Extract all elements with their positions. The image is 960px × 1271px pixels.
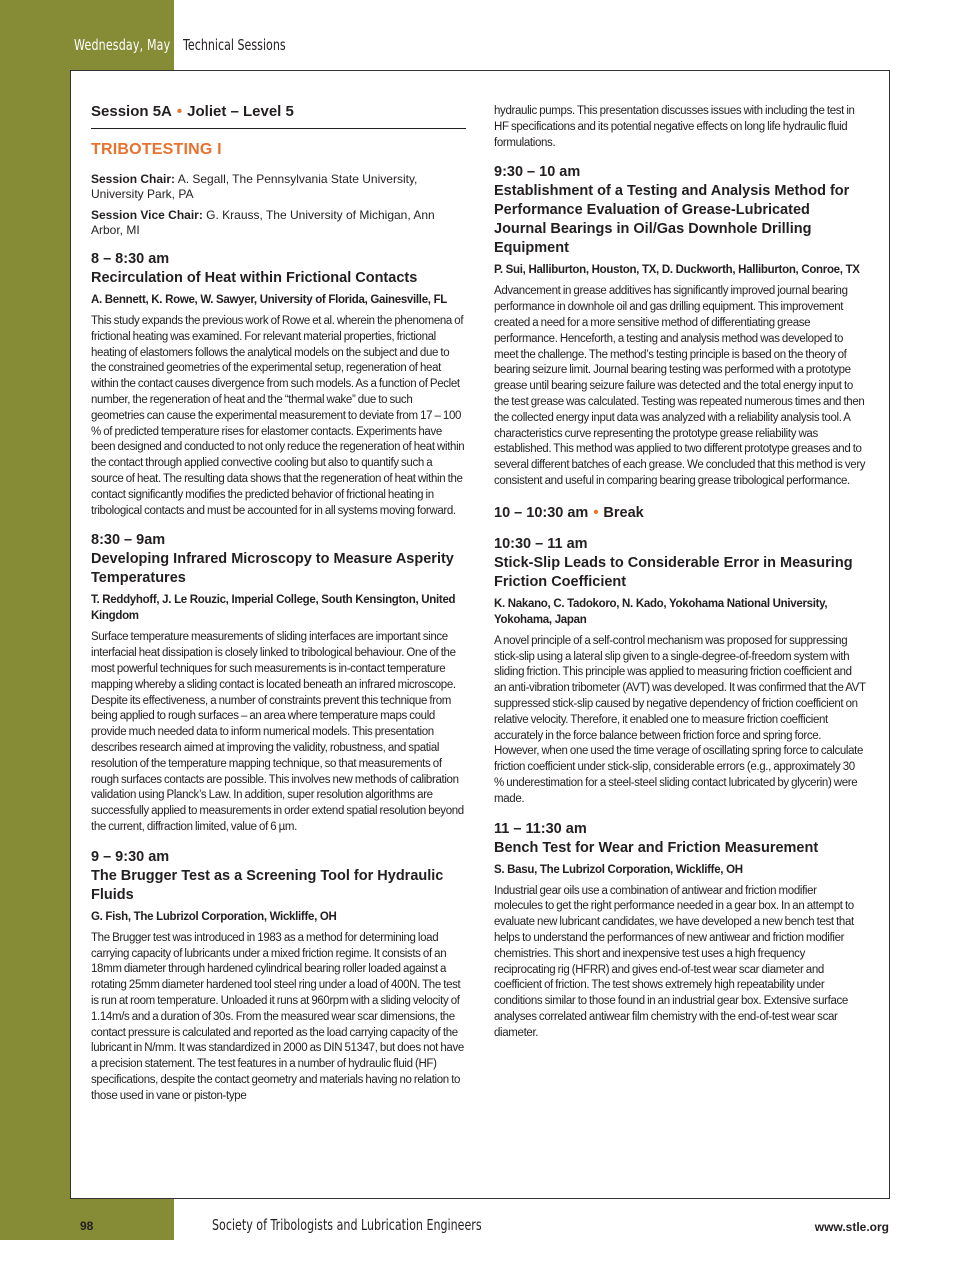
talk-abstract: The Brugger test was introduced in 1983 as a method for determining load carrying capacity of lubricants under a mixed friction regime. It consists of an 18mm diameter through hardened cylindrical bearing roller loaded against a rotating 25mm diameter hardened tool steel ring under a load of 400N. The test is run at room temperature. Unloaded it runs at 960rpm with a sliding velocity of 1.14m/s and a duration of 30s. From the measured wear scar dimensions, the contact pressure is calculated and reported as the load carrying capacity of the lubricant in N/mm. It was standardized in 2000 as DIN 51347, but does not have a precision statement. The test features in a number of hydraulic fluid (HF) specifications, despite the contact geometry and materials having no relation to those used in vane or piston-type: [91, 931, 464, 1102]
talk-title: Bench Test for Wear and Friction Measurement: [494, 839, 819, 856]
talk-time: 8:30 – 9am: [91, 532, 166, 549]
break-row: [494, 504, 866, 523]
talk-authors: T. Reddyhoff, J. Le Rouzic, Imperial College, South Kensington, United Kingdom: [91, 594, 456, 623]
talk-5: [494, 535, 866, 808]
header-day: Wednesday, May 8: [74, 36, 182, 54]
talk-6: [494, 820, 866, 1042]
talk-abstract: Surface temperature measurements of sliding interfaces are important since interfacial heat dissipation is closely linked to tribological behaviour. One of the most powerful techniques for such measurements is in-contact temperature mapping whereby a sliding contact is located beneath an infrared microscope. Despite its effectiveness, a number of constraints prevent this technique from being applied to rough surfaces – an area where temperature maps could provide much needed data to inform numerical models. This presentation describes research aimed at improving the validity, robustness, and spatial resolution of the temperature mapping technique, so that measurements of rough surfaces contacts are possible. This involves new methods of calibration validation using Planck’s Law. In addition, super resolution algorithms are successfully applied to measurements in order extend spatial resolution beyond the current, diffraction limited, value of 6 µm.: [91, 631, 464, 833]
talk-title: Developing Infrared Microscopy to Measure Asperity Temperatures: [91, 551, 454, 587]
right-column: [494, 104, 866, 1041]
talk-abstract: A novel principle of a self-control mechanism was proposed for suppressing stick-slip using a lateral slip given to a single-degree-of-freedom system with sliding friction. This principle was applied to measuring friction coefficient and an anti-vibration tribometer (AVT) was developed. It was confirmed that the AVT suppressed stick-slip caused by negative dependency of friction coefficient on relative velocity. Therefore, it enabled one to measure friction coefficient accurately in the force balance between friction force and spring force. However, when one used the time verage of oscillating spring force to calculate friction coefficient under stick-slip, considerable errors (e.g., approximately 30 % underestimation for a steel-steel sliding contact lubricated by glycerin) were made.: [494, 634, 866, 805]
talk-abstract: Industrial gear oils use a combination of antiwear and friction modifier molecules to get the right performance needed in a gear box. In an attempt to evaluate new lubricant candidates, we have developed a new bench test that helps to understand the performances of new antiwear and friction modifier chemistries. This short and inexpensive test uses a high frequency reciprocating rig (HFRR) and gives end-of-test wear scar diameter and coefficient of friction. The test shows extremely high repeatability under conditions similar to those found in an industrial gear box. Extensive surface analyses correlated antiwear film chemistry with the end-of-test wear scar diameter.: [494, 884, 854, 1039]
session-heading: [91, 102, 466, 129]
talk-authors: K. Nakano, C. Tadokoro, N. Kado, Yokohama National University, Yokohama, Japan: [494, 597, 828, 626]
talk-time: 11 – 11:30 am: [494, 820, 587, 837]
bullet-dot-icon: •: [176, 103, 183, 120]
talk-title: Recirculation of Heat within Frictional Contacts: [91, 270, 418, 286]
session-vice-chair: Session Vice Chair: G. Krauss, The University of Michigan, Ann Arbor, MI: [91, 208, 435, 237]
footer-url: www.stle.org: [814, 1220, 889, 1234]
talk-authors: P. Sui, Halliburton, Houston, TX, D. Duckworth, Halliburton, Conroe, TX: [494, 264, 860, 277]
talk-time: 10:30 – 11 am: [494, 535, 588, 552]
session-location: Joliet – Level 5: [187, 103, 294, 120]
talk-time: 9 – 9:30 am: [91, 848, 170, 865]
talk-authors: A. Bennett, K. Rowe, W. Sawyer, University of Florida, Gainesville, FL: [91, 294, 448, 306]
break-label: Break: [603, 504, 644, 521]
header-title: Technical Sessions: [183, 36, 286, 54]
talk-abstract: This study expands the previous work of Rowe et al. wherein the phenomena of frictional heating was examined. For relevant material properties, frictional heating of elastomers follows the analytical models on the subject and due to the constrained geometries of the experimental setup, regeneration of heat within the contact causes divergence from such models. As a function of Peclet number, the regeneration of heat and the “thermal wake” due to such geometries can cause the experimental measurement to deviate from 17 – 100 % of predicted temperature rises for elastomer contacts. Experiments have been designed and conducted to not only reduce the regeneration of heat within the contact through applied convective cooling but also to quantify such a source of heat. The resulting data shows that the regeneration of heat within the contact significantly modifies the predicted behavior of frictional heating in tribological contacts and must be accounted for in all systems moving forward.: [91, 315, 465, 517]
track-title: TRIBOTESTING I: [91, 141, 222, 158]
session-chair: Session Chair: A. Segall, The Pennsylvania State University, University Park, PA: [91, 172, 418, 201]
talk-authors: S. Basu, The Lubrizol Corporation, Wickliffe, OH: [494, 863, 743, 876]
footer-society: Society of Tribologists and Lubrication Engineers: [212, 1216, 482, 1234]
talk-abstract: Advancement in grease additives has significantly improved journal bearing performance in downhole oil and gas drilling equipment. This improvement created a need for a more sensitive method of differentiating grease performance. Henceforth, a testing and analysis method was developed to meet the challenge. The method’s testing principle is based on the theory of bearing seizure limit. Journal bearing testing was performed with a prototype grease until bearing seizure failure was detected and the total energy input to the test grease was calculated. Testing was repeated numerous times and then the collected energy input data was analyzed with a reliability analysis tool. A characteristics curve representing the prototype grease reliability was established. This method was applied to two different prototype greases and to several different batches of each grease. We concluded that this method is very consistent and useful in comparing bearing grease tribological performance.: [494, 285, 866, 487]
left-column: [91, 102, 466, 1104]
talk-authors: G. Fish, The Lubrizol Corporation, Wickliffe, OH: [91, 910, 337, 923]
talk-4: [494, 163, 866, 489]
talk-3: [91, 848, 466, 1105]
talk-title: The Brugger Test as a Screening Tool for Hydraulic Fluids: [91, 867, 444, 903]
talk-1: [91, 250, 466, 519]
talk-title: Stick-Slip Leads to Considerable Error in Measuring Friction Coefficient: [494, 554, 853, 590]
talk-2: [91, 531, 466, 835]
talk-time: 9:30 – 10 am: [494, 164, 581, 181]
bullet-dot-icon: •: [593, 504, 599, 521]
break-time: 10 – 10:30 am: [494, 504, 589, 521]
talk-time: 8 – 8:30 am: [91, 251, 170, 267]
session-code: Session 5A: [91, 103, 172, 120]
page-number: 98: [80, 1219, 94, 1233]
talk-title: Establishment of a Testing and Analysis Method for Performance Evaluation of Grease-Lubricated Journal Bearings in Oil/Gas Downhole Drilling Equipment: [494, 183, 850, 257]
talk-abstract-continued: hydraulic pumps. This presentation discusses issues with including the test in HF specifications and its potential negative effects on long life hydraulic fluid formulations.: [494, 105, 855, 149]
